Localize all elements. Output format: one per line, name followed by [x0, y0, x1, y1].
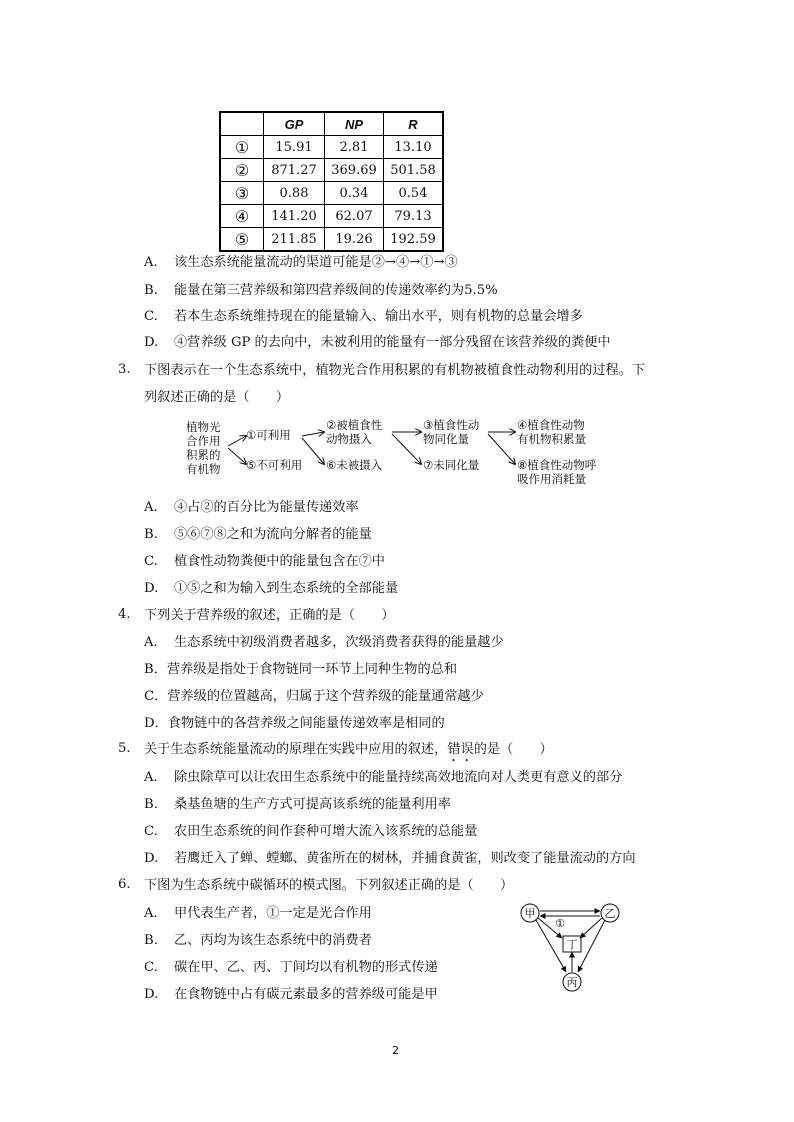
- stem-text: 的是（ ）: [473, 742, 553, 757]
- flow-text: 合作用: [186, 434, 221, 448]
- table-cell: 79.13: [384, 205, 444, 228]
- table-cell: 871.27: [264, 159, 325, 182]
- table-cell: 211.85: [264, 228, 325, 252]
- table-cell: 369.69: [325, 159, 384, 182]
- q6-option-b[interactable]: [144, 932, 372, 950]
- question-number: 4.: [118, 607, 131, 622]
- table-cell: ③: [220, 182, 264, 205]
- table-cell: 141.20: [264, 205, 325, 228]
- node-label: 丁: [566, 938, 578, 951]
- question-stem: 列叙述正确的是（ ）: [144, 390, 290, 405]
- table-cell: 19.26: [325, 228, 384, 252]
- flow-text: 动物摄入: [326, 432, 372, 446]
- question-number: 6.: [118, 877, 131, 892]
- flow-arrow: [302, 438, 324, 464]
- option-letter: C.: [144, 309, 158, 324]
- flow-text: 植物光: [186, 420, 221, 434]
- option-letter: B.: [144, 527, 158, 542]
- option-text: 若鹰迁入了蝉、螳螂、黄雀所在的树林，并捕食黄雀，则改变了能量流动的方向: [174, 851, 636, 866]
- table-cell: ①: [220, 136, 264, 159]
- flow-arrow: [302, 432, 324, 436]
- option-letter: D.: [144, 987, 159, 1002]
- table-cell: 0.34: [325, 182, 384, 205]
- table-header: NP: [325, 112, 384, 136]
- flow-text: ③植食性动: [423, 418, 480, 432]
- option-letter: C.: [144, 960, 158, 975]
- option-text: 能量在第三营养级和第四营养级间的传递效率约为5.5%: [174, 283, 498, 298]
- question-number: 3.: [118, 362, 131, 377]
- option-text: 桑基鱼塘的生产方式可提高该系统的能量利用率: [174, 797, 451, 812]
- option-letter: A.: [144, 635, 158, 650]
- carbon-cycle-diagram: [512, 896, 632, 996]
- q3-option-b[interactable]: [144, 526, 372, 544]
- arrow-label: ①: [555, 917, 565, 930]
- table-cell: ⑤: [220, 228, 264, 252]
- option-text: ④营养级 GP 的去向中，未被利用的能量有一部分残留在该营养级的粪便中: [174, 335, 611, 350]
- q4-option-b[interactable]: B．营养级是指处于食物链同一环节上同种生物的总和: [144, 662, 458, 677]
- option-text: 甲代表生产者，①一定是光合作用: [174, 906, 372, 921]
- option-letter: B.: [144, 797, 158, 812]
- table-cell: ④: [220, 205, 264, 228]
- stem-emphasis: 错误: [447, 742, 474, 757]
- option-letter: A.: [144, 906, 158, 921]
- flow-text: 吸作用消耗量: [517, 472, 586, 486]
- q3-option-d[interactable]: [144, 580, 398, 598]
- flow-text: ②被植食性: [326, 418, 383, 432]
- flow-arrow: [228, 436, 246, 446]
- q3-option-c[interactable]: [144, 553, 385, 571]
- table-cell: 192.59: [384, 228, 444, 252]
- option-letter: D.: [144, 851, 159, 866]
- table-cell: 62.07: [325, 205, 384, 228]
- q6-option-a[interactable]: [144, 905, 372, 923]
- question-stem: 下图表示在一个生态系统中，植物光合作用积累的有机物被植食性动物利用的过程。下: [144, 363, 646, 378]
- flow-text: ④植食性动物: [517, 418, 585, 432]
- table-header: R: [384, 112, 444, 136]
- flow-arrow: [392, 434, 421, 464]
- option-text: 若本生态系统维持现在的能量输入、输出水平，则有机物的总量会增多: [174, 309, 583, 324]
- option-text: 农田生态系统的间作套种可增大流入该系统的总能量: [174, 824, 478, 839]
- flow-node-1: ①可利用: [246, 428, 291, 442]
- question-number: 5.: [118, 741, 131, 756]
- q6-option-d[interactable]: [144, 986, 438, 1004]
- option-text: 植食性动物粪便中的能量包含在⑦中: [174, 554, 385, 569]
- flow-arrows: [0, 0, 794, 520]
- stem-text: 关于生态系统能量流动的原理在实践中应用的叙述，: [144, 742, 448, 757]
- option-text: 生态系统中初级消费者越多，次级消费者获得的能量越少: [174, 635, 504, 650]
- option-text: 除虫除草可以让农田生态系统中的能量持续高效地流向对人类更有意义的部分: [174, 770, 623, 785]
- q5-option-c[interactable]: [144, 823, 477, 841]
- option-letter: C.: [144, 554, 158, 569]
- q6-option-c[interactable]: [144, 959, 438, 977]
- option-text: 乙、丙均为该生态系统中的消费者: [174, 933, 372, 948]
- q4-option-c[interactable]: C．营养级的位置越高，归属于这个营养级的能量通常越少: [144, 689, 484, 704]
- flow-node-7: ⑦未同化量: [423, 458, 480, 472]
- table-cell: 13.10: [384, 136, 444, 159]
- flow-arrow: [488, 434, 515, 464]
- option-letter: A.: [144, 770, 158, 785]
- option-text: 该生态系统能量流动的渠道可能是②→④→①→③: [174, 255, 458, 270]
- option-letter: B.: [144, 283, 158, 298]
- q5-option-b[interactable]: [144, 796, 451, 814]
- question-stem: 下列关于营养级的叙述，正确的是（ ）: [144, 608, 395, 623]
- node-label: 丙: [566, 976, 578, 989]
- table-cell: 2.81: [325, 136, 384, 159]
- option-letter: C.: [144, 824, 158, 839]
- q5-option-a[interactable]: [144, 769, 622, 787]
- option-letter: D.: [144, 581, 159, 596]
- option-text: ⑤⑥⑦⑧之和为流向分解者的能量: [174, 527, 372, 542]
- flow-arrow: [228, 448, 246, 464]
- option-letter: A.: [144, 255, 158, 270]
- cycle-arrow: [580, 918, 602, 938]
- option-letter: A.: [144, 500, 158, 515]
- option-text: ①⑤之和为输入到生态系统的全部能量: [174, 581, 399, 596]
- flow-text: 有机物: [186, 462, 221, 476]
- q3-option-a[interactable]: [144, 499, 359, 517]
- node-label: 乙: [604, 907, 616, 920]
- table-cell: 501.58: [384, 159, 444, 182]
- q5-option-d[interactable]: [144, 850, 636, 868]
- node-label: 甲: [524, 907, 536, 920]
- option-letter: D.: [144, 335, 159, 350]
- table-cell: ②: [220, 159, 264, 182]
- flow-text: 有机物积累量: [517, 432, 586, 446]
- flow-node-6: ⑥未被摄入: [326, 458, 383, 472]
- option-text: 在食物链中占有碳元素最多的营养级可能是甲: [174, 987, 438, 1002]
- option-letter: B.: [144, 933, 158, 948]
- flow-text: ⑧植食性动物呼: [517, 458, 597, 472]
- flow-text: 物同化量: [423, 432, 469, 446]
- flow-text: 积累的: [186, 448, 221, 462]
- page-number: 2: [392, 1044, 399, 1057]
- table-cell: 0.54: [384, 182, 444, 205]
- table-header: GP: [264, 112, 325, 136]
- option-text: 碳在甲、乙、丙、丁间均以有机物的形式传递: [174, 960, 438, 975]
- flow-node-5: ⑤不可利用: [246, 458, 303, 472]
- table-cell: 0.88: [264, 182, 325, 205]
- question-stem: [144, 741, 553, 765]
- table-cell: 15.91: [264, 136, 325, 159]
- question-stem: 下图为生态系统中碳循环的模式图。下列叙述正确的是（ ）: [144, 878, 514, 893]
- option-text: ④占②的百分比为能量传递效率: [174, 500, 359, 515]
- q4-option-d[interactable]: D．食物链中的各营养级之间能量传递效率是相同的: [144, 716, 445, 731]
- q4-option-a[interactable]: [144, 634, 504, 652]
